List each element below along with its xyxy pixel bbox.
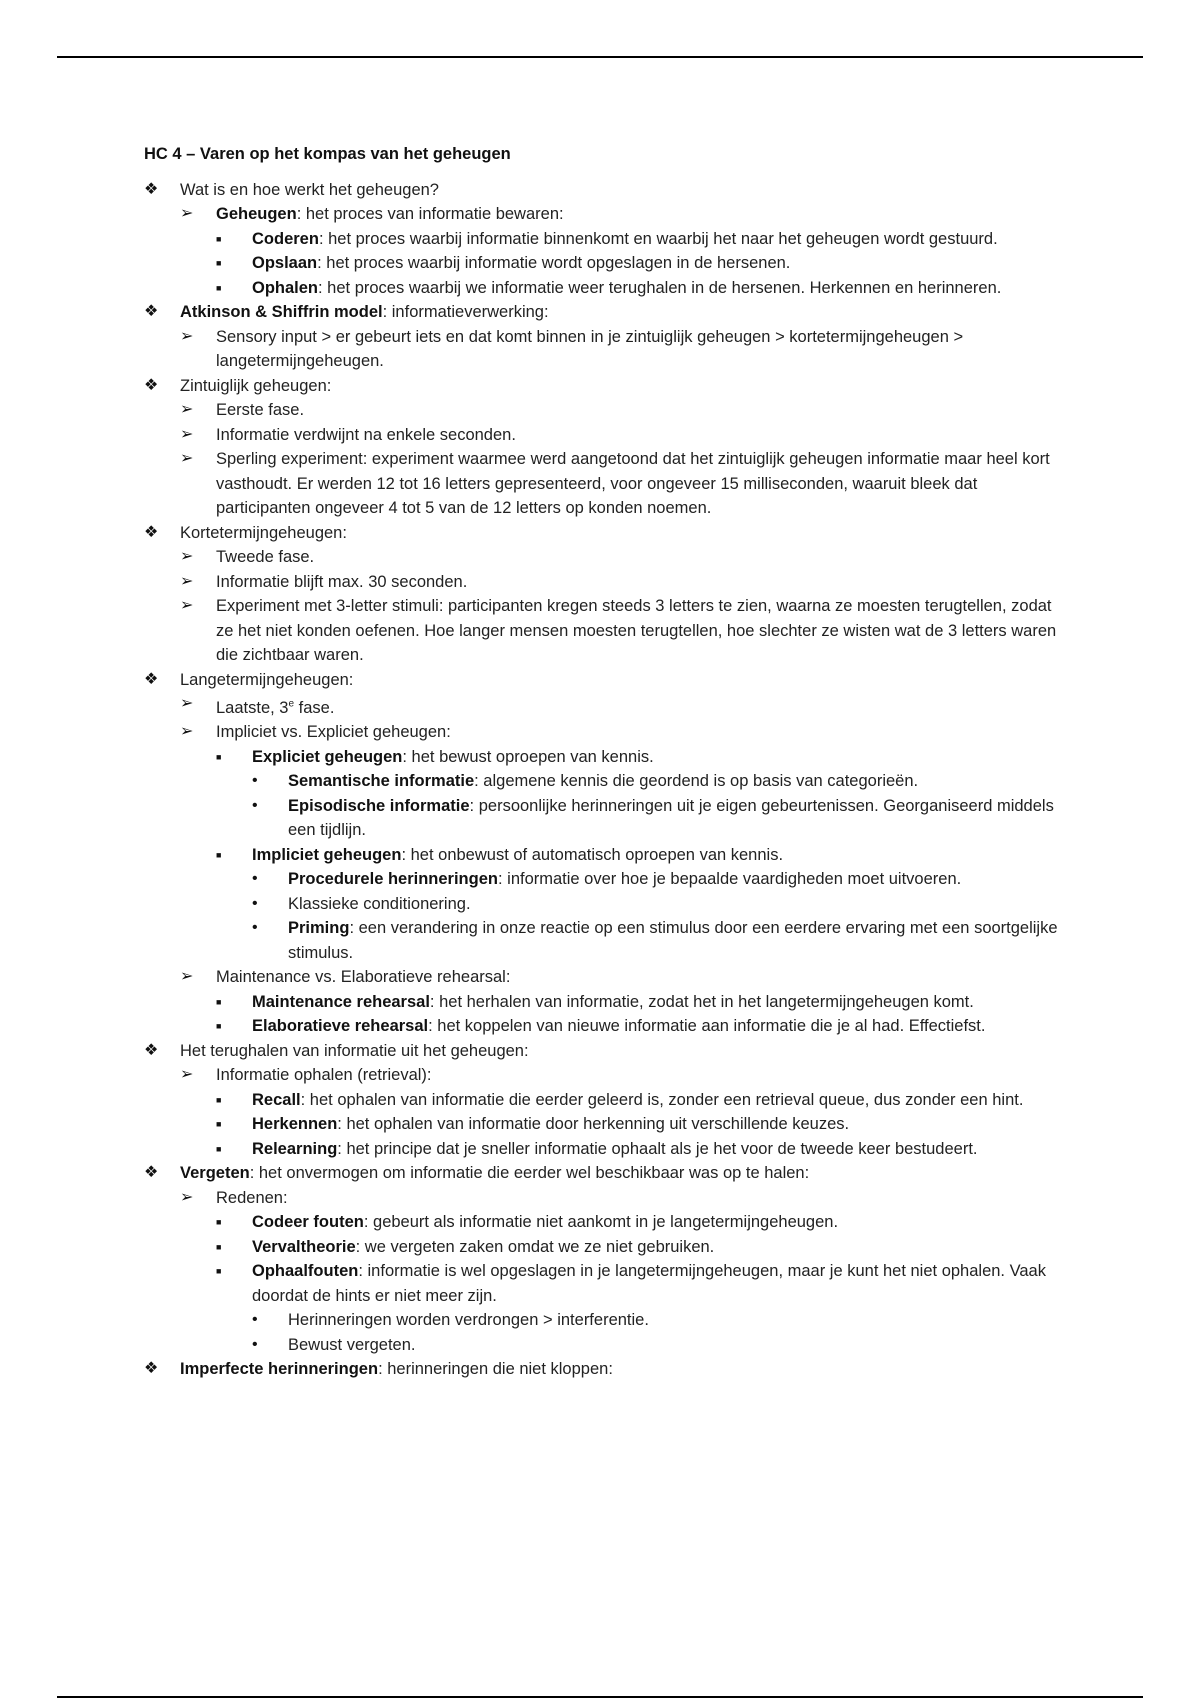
item-text: Impliciet vs. Expliciet geheugen:: [216, 723, 451, 741]
bullet-icon: ❖: [144, 523, 159, 541]
bullet-icon: ❖: [144, 303, 159, 320]
item-text: : informatie is wel opgeslagen in je langetermijngeheugen, maar je kunt het niet ophalen. Vaak doordat de hints er niet meer zijn.: [252, 1262, 1046, 1305]
term-label: Priming: [288, 919, 350, 937]
header-rule: [57, 56, 1143, 58]
bullet-icon: ■: [216, 1217, 222, 1227]
item-text: : het koppelen van nieuwe informatie aan informatie die je al had. Effectiefst.: [428, 1017, 986, 1035]
item-text: : we vergeten zaken omdat we ze niet gebruiken.: [355, 1237, 715, 1256]
term-label: Maintenance rehearsal: [252, 992, 430, 1011]
item-text: : het proces van informatie bewaren:: [296, 205, 564, 223]
list-item: [144, 867, 1064, 892]
term-label: Herkennen: [252, 1115, 338, 1133]
bullet-icon: ■: [216, 1119, 222, 1129]
term-label: Relearning: [252, 1139, 338, 1158]
bullet-icon: ❖: [144, 1164, 159, 1181]
list-item: [144, 794, 1064, 843]
item-text: Eerste fase.: [216, 401, 305, 419]
bullet-icon: •: [252, 894, 258, 912]
item-text: Herinneringen worden verdrongen > interferentie.: [288, 1311, 649, 1329]
item-text: Informatie verdwijnt na enkele seconden.: [216, 425, 516, 444]
list-item: [144, 720, 1064, 745]
bullet-icon: ■: [216, 282, 222, 293]
bullet-icon: •: [252, 1335, 258, 1353]
list-item: [144, 1210, 1064, 1235]
list-item: [144, 1161, 1064, 1186]
bullet-icon: ■: [216, 751, 222, 762]
list-item: [144, 745, 1064, 770]
term-label: Elaboratieve rehearsal: [252, 1017, 429, 1035]
bullet-icon: ■: [216, 1021, 222, 1031]
item-text: Het terughalen van informatie uit het geheugen:: [180, 1041, 529, 1060]
list-item: [144, 916, 1064, 965]
bullet-icon: ❖: [144, 670, 159, 688]
list-item: [144, 521, 1064, 546]
item-text: : het ophalen van informatie door herkenning uit verschillende keuzes.: [337, 1115, 850, 1133]
bullet-icon: ■: [216, 1266, 222, 1276]
item-text: : het bewust oproepen van kennis.: [402, 747, 654, 766]
bullet-icon: ➢: [180, 695, 194, 712]
item-text: : persoonlijke herinneringen uit je eigen gebeurtenissen. Georganiseerd middels een tijdlijn.: [288, 796, 1054, 839]
bullet-icon: ➢: [180, 1188, 194, 1206]
item-text: : het proces waarbij we informatie weer terughalen in de hersenen. Herkennen en herinneren.: [318, 278, 1002, 297]
item-text: Tweede fase.: [216, 548, 315, 566]
item-text: Laatste, 3e fase.: [216, 698, 335, 717]
bullet-icon: ➢: [180, 327, 194, 345]
term-label: Impliciet geheugen: [252, 845, 402, 864]
term-label: Opslaan: [252, 254, 318, 272]
term-label: Vervaltheorie: [252, 1237, 356, 1256]
bullet-icon: ■: [216, 849, 222, 860]
term-label: Episodische informatie: [288, 796, 470, 815]
term-label: Coderen: [252, 229, 319, 248]
item-text: : het proces waarbij informatie wordt opgeslagen in de hersenen.: [317, 254, 791, 272]
bullet-icon: ❖: [144, 180, 159, 198]
list-item: [144, 325, 1064, 374]
bullet-icon: ■: [216, 1143, 222, 1154]
list-item: [144, 251, 1064, 276]
bullet-icon: ➢: [180, 968, 194, 985]
bullet-icon: •: [252, 1311, 258, 1328]
item-text: Langetermijngeheugen:: [180, 670, 354, 689]
item-text: Sensory input > er gebeurt iets en dat komt binnen in je zintuiglijk geheugen > kortetermijngeheugen > langetermijngeheugen.: [216, 327, 964, 370]
item-text: : het herhalen van informatie, zodat het in het langetermijngeheugen komt.: [429, 992, 974, 1011]
list-item: [144, 276, 1064, 301]
bullet-icon: ➢: [180, 597, 194, 614]
bullet-icon: ■: [216, 233, 222, 244]
term-label: Atkinson & Shiffrin model: [180, 303, 383, 321]
bullet-icon: ■: [216, 996, 222, 1007]
document-title: HC 4 – Varen op het kompas van het geheugen: [144, 145, 511, 163]
list-item: [144, 227, 1064, 252]
list-item: [144, 545, 1064, 570]
list-item: [144, 1112, 1064, 1137]
item-text: Kortetermijngeheugen:: [180, 523, 347, 542]
term-label: Vergeten: [180, 1164, 250, 1182]
list-item: [144, 1088, 1064, 1113]
list-item: [144, 892, 1064, 917]
item-text: Experiment met 3-letter stimuli: participanten kregen steeds 3 letters te zien, waarna ze moesten terugtellen, zodat ze het niet konden oefenen. Hoe langer mensen moesten terugtellen, hoe slechter ze wisten wat de 3 letters waren die zichtbaar waren.: [216, 597, 1057, 664]
bullet-icon: ➢: [180, 723, 194, 740]
list-item: [144, 990, 1064, 1015]
list-item: [144, 300, 1064, 325]
item-text: Redenen:: [216, 1188, 288, 1207]
item-text: Informatie ophalen (retrieval):: [216, 1066, 432, 1084]
bullet-icon: ❖: [144, 1041, 159, 1059]
item-text: Sperling experiment: experiment waarmee werd aangetoond dat het zintuiglijk geheugen informatie maar heel kort vasthoudt. Er werden 12 tot 16 letters gepresenteerd, voor ongeveer 15 milliseconden, waaruit bleek dat participanten ongeveer 4 tot 5 van de 12 letters op konden noemen.: [216, 450, 1050, 517]
item-text: : gebeurt als informatie niet aankomt in je langetermijngeheugen.: [363, 1213, 839, 1231]
list-item: [144, 1357, 1064, 1382]
bullet-icon: ➢: [180, 205, 194, 222]
bullet-icon: ■: [216, 1094, 222, 1105]
list-item: [144, 769, 1064, 794]
list-item: [144, 423, 1064, 448]
item-text: Maintenance vs. Elaboratieve rehearsal:: [216, 968, 511, 986]
list-item: [144, 447, 1064, 521]
item-text: Informatie blijft max. 30 seconden.: [216, 572, 468, 591]
item-text: : informatie over hoe je bepaalde vaardigheden moet uitvoeren.: [497, 870, 962, 888]
item-text: Wat is en hoe werkt het geheugen?: [180, 180, 439, 199]
term-label: Codeer fouten: [252, 1213, 364, 1231]
bullet-icon: ■: [216, 258, 222, 268]
bullet-icon: •: [252, 796, 258, 814]
list-item: [144, 965, 1064, 990]
list-item: [144, 1308, 1064, 1333]
bullet-icon: ■: [216, 1241, 222, 1252]
list-item: [144, 1137, 1064, 1162]
term-label: Recall: [252, 1090, 301, 1109]
bullet-icon: •: [252, 772, 258, 789]
bullet-icon: ❖: [144, 376, 159, 394]
term-label: Imperfecte herinneringen: [180, 1360, 379, 1378]
item-text: Zintuiglijk geheugen:: [180, 376, 332, 395]
bullet-icon: ➢: [180, 548, 194, 565]
list-item: [144, 1186, 1064, 1211]
item-text: : het principe dat je sneller informatie ophaalt als je het voor de tweede keer bestudeert.: [337, 1139, 978, 1158]
bullet-icon: •: [252, 919, 258, 936]
bullet-icon: ➢: [180, 401, 194, 418]
bullet-icon: ➢: [180, 1066, 194, 1083]
bullet-icon: •: [252, 870, 258, 887]
list-item: [144, 570, 1064, 595]
term-label: Procedurele herinneringen: [288, 870, 498, 888]
item-text: : herinneringen die niet kloppen:: [378, 1360, 613, 1378]
item-text: : het proces waarbij informatie binnenkomt en waarbij het naar het geheugen wordt gestuurd.: [318, 229, 998, 248]
term-label: Ophaalfouten: [252, 1262, 359, 1280]
item-text: Bewust vergeten.: [288, 1335, 416, 1354]
item-text: : het ophalen van informatie die eerder geleerd is, zonder een retrieval queue, dus zonder een hint.: [300, 1090, 1024, 1109]
term-label: Expliciet geheugen: [252, 747, 403, 766]
list-item: [144, 178, 1064, 203]
list-item: [144, 202, 1064, 227]
list-item: [144, 374, 1064, 399]
list-item: [144, 594, 1064, 668]
bullet-icon: ➢: [180, 572, 194, 590]
term-label: Ophalen: [252, 278, 319, 297]
footer-rule: [57, 1696, 1143, 1698]
item-text: Klassieke conditionering.: [288, 894, 471, 913]
list-item: [144, 692, 1064, 720]
item-text: : een verandering in onze reactie op een stimulus door een eerdere ervaring met een soortgelijke stimulus.: [288, 919, 1058, 962]
list-item: [144, 1259, 1064, 1308]
list-item: [144, 668, 1064, 693]
item-text: : algemene kennis die geordend is op basis van categorieën.: [474, 772, 919, 790]
list-item: [144, 1063, 1064, 1088]
document-body: [144, 142, 1064, 1382]
outline-list: [144, 178, 1064, 1382]
list-item: [144, 1235, 1064, 1260]
item-text: : informatieverwerking:: [382, 303, 549, 321]
bullet-icon: ❖: [144, 1360, 159, 1377]
item-text: : het onvermogen om informatie die eerder wel beschikbaar was op te halen:: [249, 1164, 810, 1182]
term-label: Geheugen: [216, 205, 297, 223]
bullet-icon: ➢: [180, 450, 194, 467]
term-label: Semantische informatie: [288, 772, 475, 790]
bullet-icon: ➢: [180, 425, 194, 443]
list-item: [144, 398, 1064, 423]
list-item: [144, 1039, 1064, 1064]
list-item: [144, 843, 1064, 868]
list-item: [144, 1014, 1064, 1039]
item-text: : het onbewust of automatisch oproepen van kennis.: [401, 845, 784, 864]
list-item: [144, 1333, 1064, 1358]
